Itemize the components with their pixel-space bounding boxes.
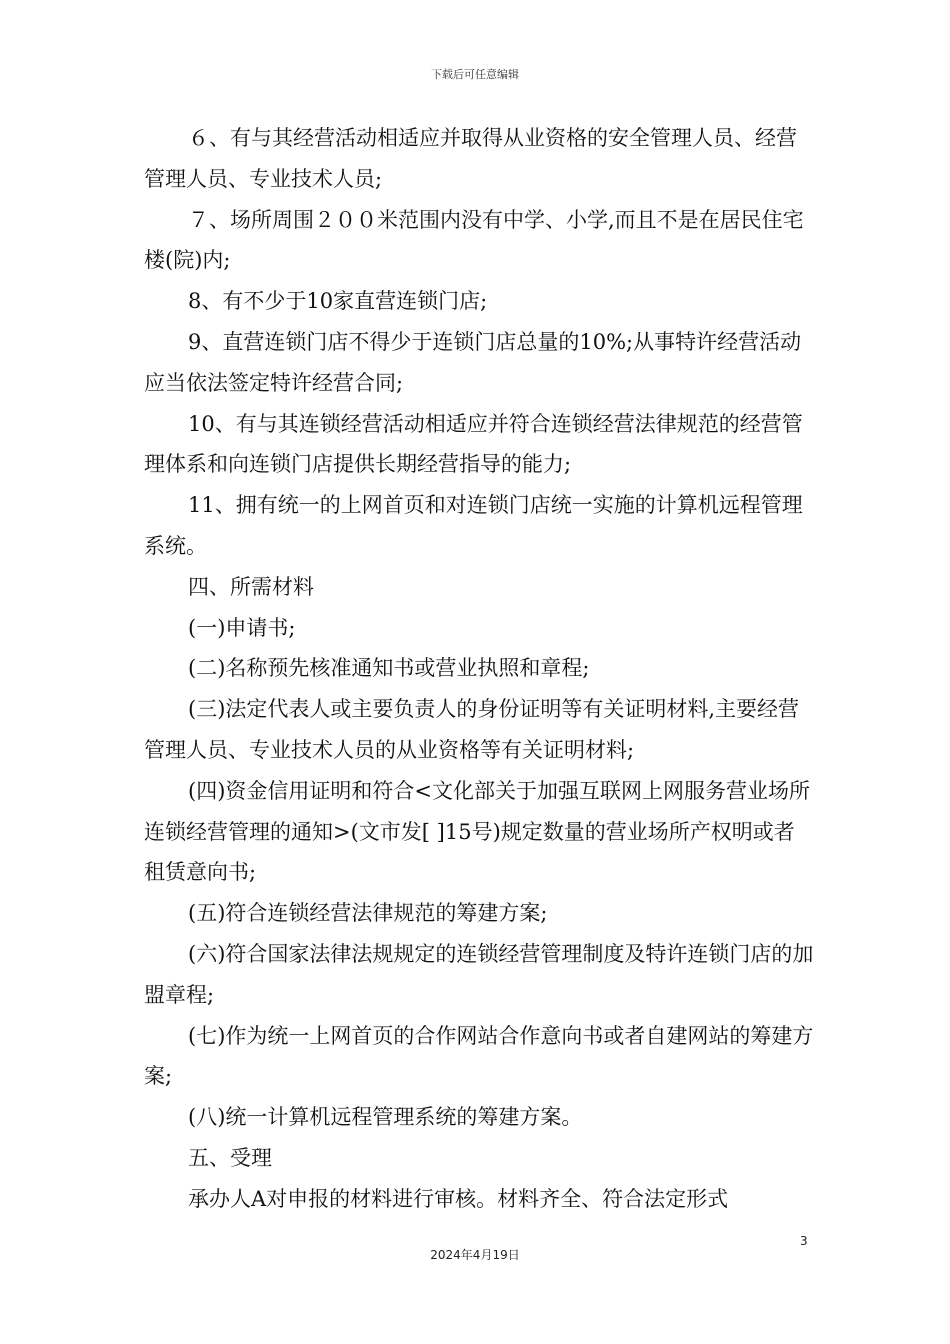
paragraph-item-7: ７、场所周围２００米范围内没有中学、小学,而且不是在居民住宅楼(院)内; [144,207,804,273]
page-header: 下载后可任意编辑 [431,68,519,81]
paragraph-item-11: 11、拥有统一的上网首页和对连锁门店统一实施的计算机远程管理系统。 [144,493,803,558]
material-item-5: (五)符合连锁经营法律规范的筹建方案; [188,901,548,926]
material-item-7: (七)作为统一上网首页的合作网站合作意向书或者自建网站的筹建方案; [144,1023,814,1089]
document-body [144,118,814,1220]
material-item-2: (二)名称预先核准通知书或营业执照和章程; [188,656,590,681]
paragraph-item-8: 8、有不少于10家直营连锁门店; [188,289,488,314]
material-item-8: (八)统一计算机远程管理系统的筹建方案。 [188,1105,583,1130]
page-number: 3 [800,1234,808,1248]
material-item-3: (三)法定代表人或主要负责人的身份证明等有关证明材料,主要经营管理人员、专业技术人员的从业资格等有关证明材料; [144,697,800,762]
material-item-1: (一)申请书; [188,615,296,640]
paragraph-item-9: 9、直营连锁门店不得少于连锁门店总量的10%;从事特许经营活动应当依法签定特许经营合同; [144,329,802,395]
page-footer-date: 2024年4月19日 [430,1248,520,1262]
acceptance-paragraph: 承办人A对申报的材料进行审核。材料齐全、符合法定形式 [188,1186,729,1211]
paragraph-item-10: 10、有与其连锁经营活动相适应并符合连锁经营法律规范的经营管理体系和向连锁门店提供长期经营指导的能力; [144,411,803,477]
section-heading-acceptance: 五、受理 [188,1145,272,1170]
material-item-6: (六)符合国家法律法规规定的连锁经营管理制度及特许连锁门店的加盟章程; [144,941,814,1007]
material-item-4: (四)资金信用证明和符合<文化部关于加强互联网上网服务营业场所连锁经营管理的通知>(文市发[ ]15号)规定数量的营业场所产权明或者租赁意向书; [144,778,810,885]
paragraph-item-6: ６、有与其经营活动相适应并取得从业资格的安全管理人员、经营管理人员、专业技术人员; [144,126,797,191]
section-heading-materials: 四、所需材料 [188,574,314,599]
